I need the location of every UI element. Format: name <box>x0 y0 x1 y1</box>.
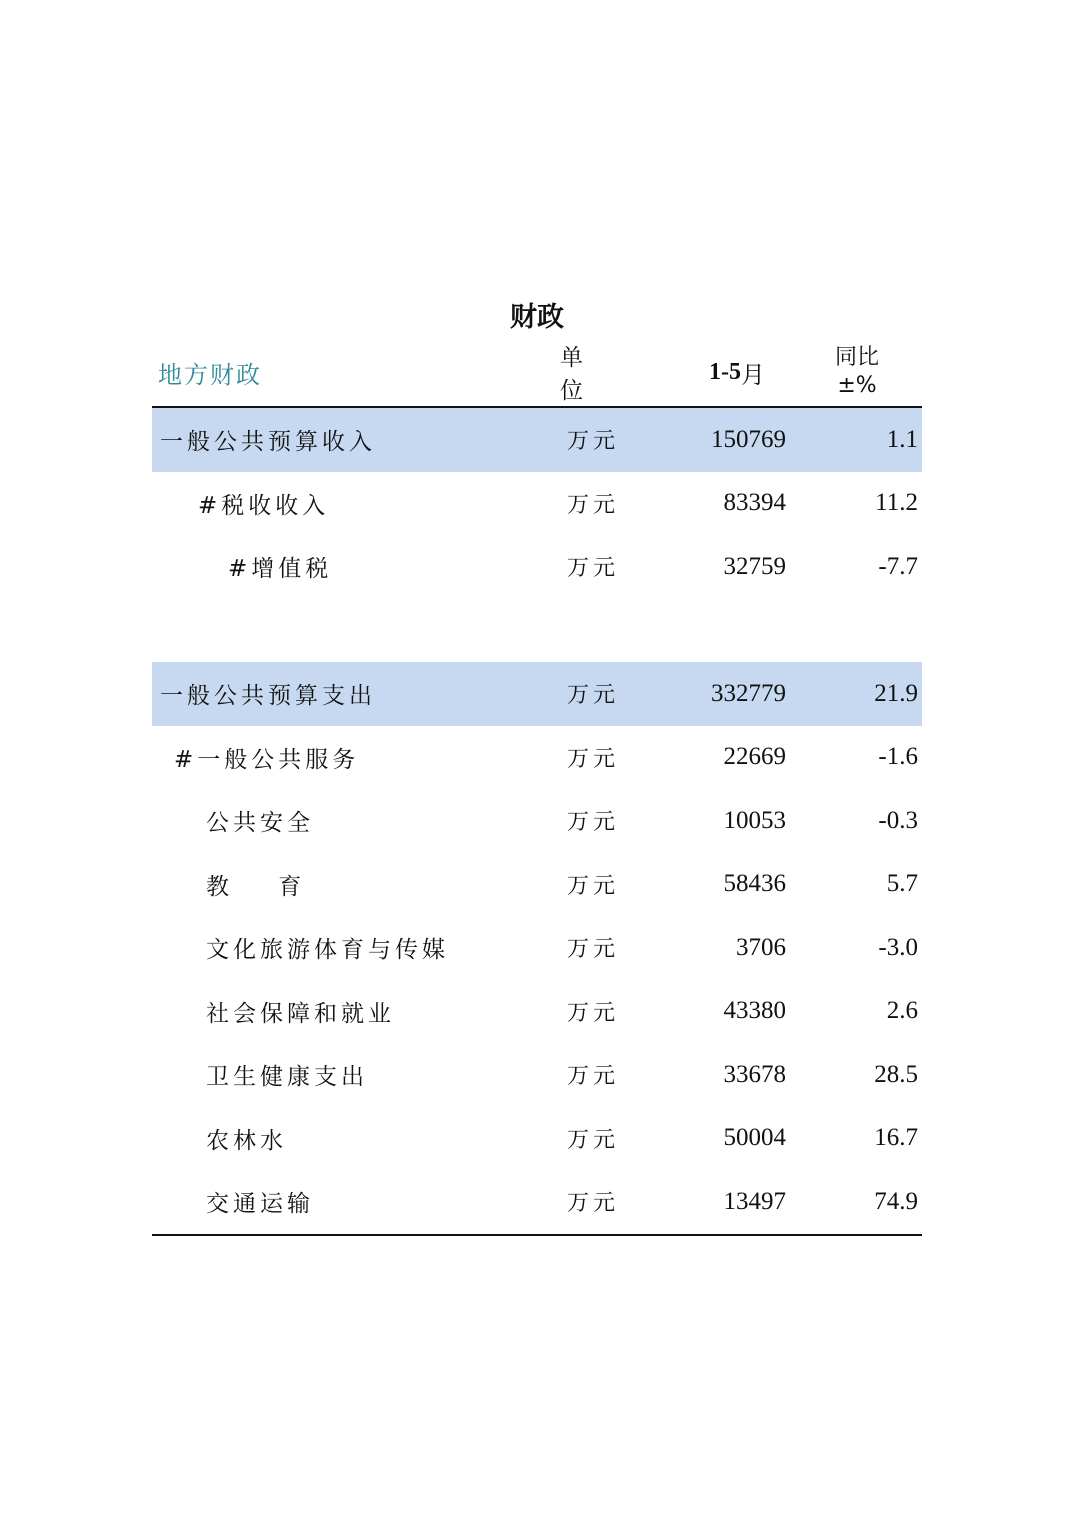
row-yoy: 11.2 <box>875 489 918 517</box>
table-row-revenue-total <box>152 408 922 472</box>
row-unit: 万元 <box>566 556 619 582</box>
row-yoy: 74.9 <box>874 1187 918 1215</box>
header-period-number: 1-5 <box>709 358 741 385</box>
table-row <box>152 472 922 536</box>
table-bottom-rule <box>152 1234 922 1236</box>
row-unit: 万元 <box>566 429 619 455</box>
row-value: 33678 <box>723 1060 786 1088</box>
row-name: 农林水 <box>206 1127 287 1154</box>
table-row <box>152 980 922 1044</box>
header-yoy-line2: ±% <box>837 373 877 398</box>
row-unit: 万元 <box>566 1000 619 1026</box>
row-unit: 万元 <box>566 1064 619 1090</box>
row-value: 10053 <box>723 806 786 834</box>
table-row <box>152 916 922 980</box>
row-yoy: 16.7 <box>874 1124 918 1152</box>
row-value: 32759 <box>723 552 786 580</box>
table-row-expenditure-total <box>152 662 922 726</box>
row-yoy: -1.6 <box>878 743 918 771</box>
header-yoy-line1: 同比 <box>834 345 879 370</box>
header-section-label: 地方财政 <box>158 360 262 389</box>
row-name: 卫生健康支出 <box>206 1064 368 1091</box>
header-period-month: 月 <box>741 360 765 389</box>
row-value: 22669 <box>723 743 786 771</box>
row-name: #一般公共服务 <box>174 746 360 773</box>
row-yoy: 5.7 <box>886 870 918 898</box>
row-unit: 万元 <box>566 810 619 836</box>
row-value: 58436 <box>723 870 786 898</box>
row-unit: 万元 <box>566 492 619 518</box>
table-row <box>152 1170 922 1234</box>
row-name: 交通运输 <box>206 1191 314 1218</box>
row-name: #增值税 <box>228 556 333 583</box>
row-value: 150769 <box>711 425 786 453</box>
header-unit-label: 单位 <box>560 345 595 404</box>
row-yoy: -7.7 <box>878 552 918 580</box>
table-row <box>152 726 922 790</box>
table-row <box>152 789 922 853</box>
row-yoy: 21.9 <box>874 679 918 707</box>
row-yoy: 28.5 <box>874 1060 918 1088</box>
row-yoy: 2.6 <box>886 997 918 1025</box>
table-header <box>152 338 922 408</box>
header-period-label <box>682 338 792 406</box>
row-unit: 万元 <box>566 937 619 963</box>
row-name: 一般公共预算支出 <box>160 683 376 710</box>
row-name: 公共安全 <box>206 810 314 837</box>
row-name: 一般公共预算收入 <box>160 429 376 456</box>
row-yoy: -3.0 <box>878 933 918 961</box>
page-title: 财政 <box>510 302 564 333</box>
row-value: 13497 <box>723 1187 786 1215</box>
finance-table <box>152 338 922 1236</box>
table-row <box>152 535 922 599</box>
row-unit: 万元 <box>566 746 619 772</box>
row-yoy: -0.3 <box>878 806 918 834</box>
header-yoy-label <box>812 338 902 406</box>
table-row <box>152 853 922 917</box>
row-value: 332779 <box>711 679 786 707</box>
row-value: 83394 <box>723 489 786 517</box>
row-unit: 万元 <box>566 873 619 899</box>
row-yoy: 1.1 <box>886 425 918 453</box>
row-name: 教 育 <box>206 873 306 900</box>
row-unit: 万元 <box>566 1191 619 1217</box>
row-name: 文化旅游体育与传媒 <box>206 937 449 964</box>
row-value: 50004 <box>723 1124 786 1152</box>
spacer-row <box>152 599 922 663</box>
row-value: 3706 <box>736 933 786 961</box>
table-row <box>152 1107 922 1171</box>
row-unit: 万元 <box>566 683 619 709</box>
table-row <box>152 1043 922 1107</box>
row-unit: 万元 <box>566 1127 619 1153</box>
row-name: 社会保障和就业 <box>206 1000 395 1027</box>
row-name: #税收收入 <box>198 492 330 519</box>
row-value: 43380 <box>723 997 786 1025</box>
